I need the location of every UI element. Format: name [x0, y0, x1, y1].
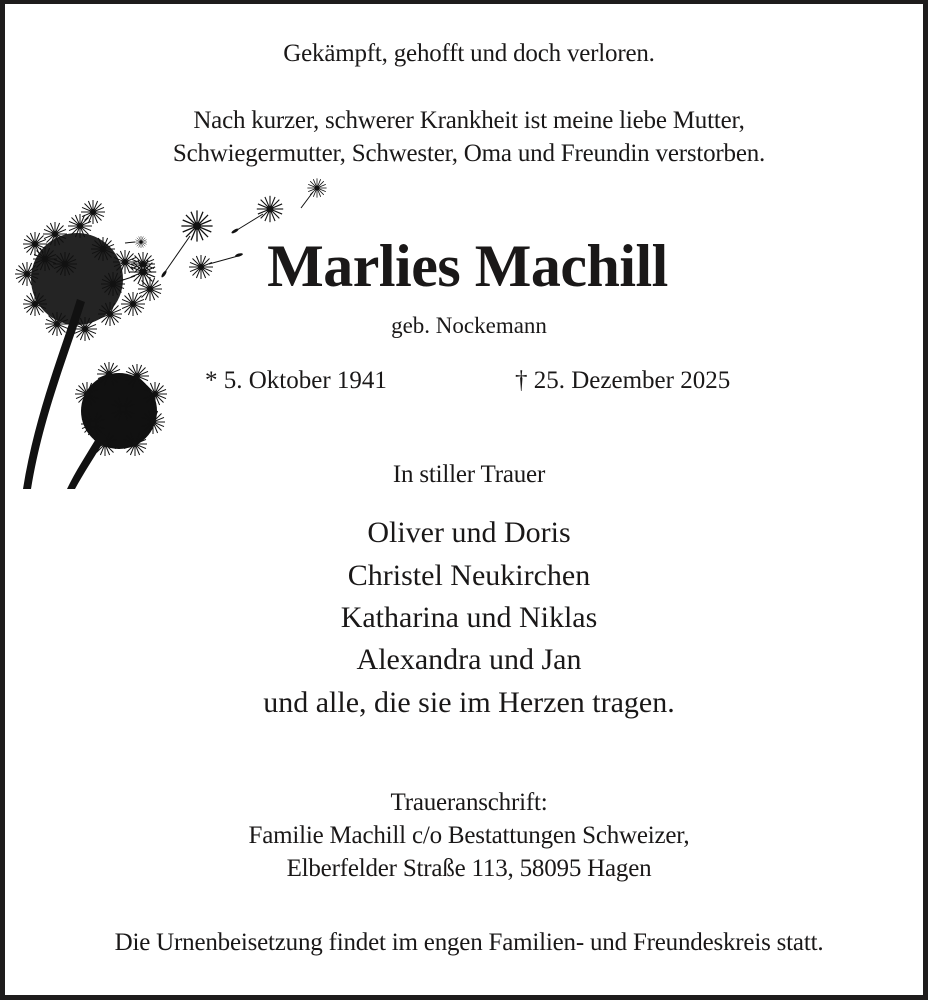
- address-line-2: Elberfelder Straße 113, 58095 Hagen: [286, 855, 652, 882]
- address-line-1: Familie Machill c/o Bestattungen Schweizer,: [248, 822, 690, 849]
- deceased-name: Marlies Machill: [267, 233, 668, 299]
- birth-name: geb. Nockemann: [391, 313, 547, 338]
- mourner-2: Christel Neukirchen: [347, 559, 591, 592]
- birth-date: * 5. Oktober 1941: [205, 367, 387, 394]
- burial-note: Die Urnenbeisetzung findet im engen Familien- und Freundeskreis statt.: [114, 929, 824, 956]
- intro-line-1: Nach kurzer, schwerer Krankheit ist meine liebe Mutter,: [193, 107, 745, 134]
- mourner-4: Alexandra und Jan: [356, 643, 582, 676]
- intro-line-2: Schwiegermutter, Schwester, Oma und Freundin verstorben.: [172, 140, 766, 167]
- address-label: Traueranschrift:: [390, 789, 548, 816]
- mourner-1: Oliver und Doris: [367, 516, 571, 549]
- mourning-heading: In stiller Trauer: [392, 461, 546, 488]
- death-date: † 25. Dezember 2025: [515, 367, 731, 394]
- motto: Gekämpft, gehofft und doch verloren.: [283, 40, 655, 67]
- small-dandelion-head: [75, 362, 167, 456]
- mourner-5: und alle, die sie im Herzen tragen.: [263, 686, 675, 719]
- mourner-3: Katharina und Niklas: [340, 601, 598, 634]
